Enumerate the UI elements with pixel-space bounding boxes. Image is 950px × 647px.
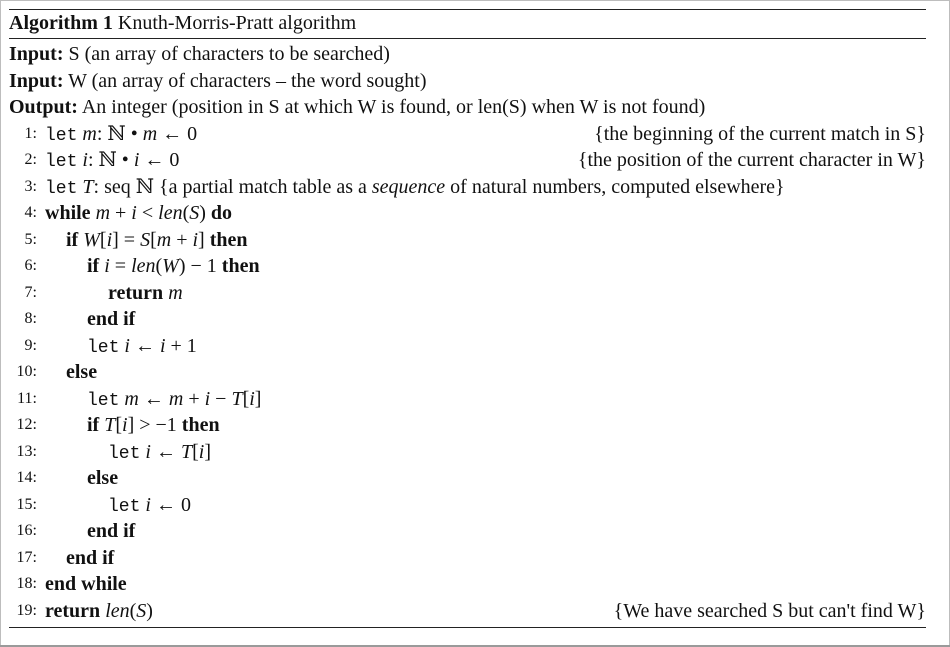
code-text: + — [110, 202, 132, 224]
math-variable: i — [131, 202, 137, 224]
line-number: 1: — [24, 124, 37, 142]
code-text: [ — [99, 228, 107, 251]
io-header — [9, 41, 926, 121]
line-number: 10: — [16, 363, 37, 380]
math-variable: i — [122, 414, 128, 436]
math-variable: T — [82, 175, 94, 198]
math-variable: m — [142, 122, 158, 145]
line-code — [45, 174, 785, 203]
code-text: ] — [204, 440, 211, 463]
line-number: 7: — [24, 283, 37, 301]
math-variable: m — [82, 122, 97, 145]
line-number: 19: — [16, 601, 37, 619]
line-code — [87, 333, 197, 362]
code-line — [9, 571, 926, 598]
code-line — [9, 492, 926, 519]
code-line — [9, 174, 926, 201]
math-variable: i — [145, 440, 151, 463]
line-code — [87, 518, 135, 545]
math-variable: i — [106, 228, 113, 251]
math-variable: i — [204, 387, 211, 410]
keyword: else — [66, 361, 98, 383]
line-code — [66, 359, 97, 386]
code-text: [ — [150, 228, 157, 251]
keyword: then — [181, 414, 220, 436]
code-line — [9, 545, 926, 572]
math-variable: i — [124, 334, 130, 357]
line-number: 18: — [16, 575, 37, 592]
code-line — [9, 200, 926, 227]
keyword: while — [45, 202, 91, 224]
let-keyword: let — [87, 337, 120, 358]
line-number: 17: — [16, 548, 37, 566]
input-line — [9, 68, 926, 95]
caption-rule — [9, 38, 926, 39]
code-line — [9, 386, 926, 413]
let-keyword: let — [45, 152, 78, 172]
bottom-rule — [9, 627, 926, 628]
keyword: end if — [87, 308, 136, 330]
math-variable: W — [162, 255, 179, 277]
code-line — [9, 598, 926, 625]
keyword: then — [209, 228, 248, 251]
code-text: ] = — [112, 228, 141, 251]
code-text: + — [171, 228, 193, 251]
math-variable: S — [189, 202, 200, 224]
keyword: return — [108, 281, 164, 304]
math-variable: T — [104, 414, 116, 436]
code-text: ] — [254, 387, 262, 410]
let-keyword: let — [45, 178, 78, 199]
line-code — [87, 306, 135, 333]
code-line — [9, 147, 926, 174]
code-text: ← 0 — [150, 493, 191, 516]
code-text: ( — [129, 599, 137, 622]
code-text: − — [210, 387, 232, 410]
code-line — [9, 121, 926, 148]
line-code — [66, 227, 248, 254]
code-lines — [9, 121, 926, 625]
math-variable: len — [105, 599, 130, 622]
line-number: 15: — [16, 495, 37, 513]
line-comment: {We have searched S but can't find W} — [613, 599, 926, 622]
code-line — [9, 333, 926, 360]
input-text: S (an array of characters to be searched) — [68, 43, 390, 65]
line-number: 14: — [16, 469, 37, 486]
line-number: 16: — [16, 522, 37, 539]
line-code — [45, 200, 232, 227]
math-variable: len — [158, 202, 183, 224]
code-line — [9, 280, 926, 307]
math-variable: i — [82, 149, 88, 171]
output-line — [9, 94, 926, 121]
line-code — [87, 465, 118, 492]
code-text: [ — [242, 387, 250, 410]
line-code — [66, 545, 114, 572]
math-variable: m — [156, 228, 172, 251]
keyword: end if — [87, 520, 136, 542]
let-keyword: let — [87, 390, 120, 411]
line-number: 9: — [24, 336, 37, 354]
code-text: < — [136, 202, 159, 224]
keyword: end if — [66, 546, 115, 569]
code-line — [9, 518, 926, 545]
input-text: W (an array of characters – the word sought) — [68, 69, 427, 92]
code-text: ← 0 — [157, 122, 198, 145]
code-text: : ℕ • — [87, 149, 134, 171]
math-variable: i — [198, 440, 205, 463]
math-variable: i — [249, 387, 255, 410]
code-line — [9, 412, 926, 439]
line-comment: {the position of the current character in W} — [577, 149, 926, 171]
line-number: 13: — [16, 442, 37, 460]
math-variable: m — [168, 387, 184, 410]
line-number: 8: — [24, 310, 37, 327]
code-text: [ — [192, 440, 199, 463]
math-variable: m — [168, 281, 183, 304]
code-text: ) − 1 — [178, 255, 222, 277]
code-text: [ — [115, 414, 123, 436]
math-variable: sequence — [371, 175, 446, 198]
code-text: ← — [150, 440, 181, 463]
code-text: ← 0 — [139, 149, 180, 171]
math-variable: m — [124, 387, 139, 410]
line-number: 11: — [17, 389, 37, 407]
code-line — [9, 227, 926, 254]
math-variable: i — [104, 255, 110, 277]
line-code — [108, 439, 211, 468]
math-variable: i — [145, 493, 151, 516]
algorithm-title: Knuth-Morris-Pratt algorithm — [117, 12, 357, 34]
algorithm-label: Algorithm 1 — [9, 12, 113, 34]
code-line — [9, 439, 926, 466]
line-code — [87, 386, 261, 415]
line-number: 3: — [24, 177, 37, 195]
line-code — [45, 598, 153, 625]
code-text: ] > −1 — [127, 414, 182, 436]
math-variable: S — [136, 599, 147, 622]
line-code — [108, 280, 183, 307]
output-text: An integer (position in S at which W is found, or len(S) when W is not found) — [81, 96, 706, 118]
code-text: of natural numbers, computed elsewhere} — [445, 175, 785, 198]
line-code — [87, 253, 260, 280]
line-code — [45, 571, 127, 598]
keyword: else — [87, 467, 119, 489]
keyword: do — [210, 202, 233, 224]
code-text: ] — [198, 228, 210, 251]
math-variable: i — [133, 149, 140, 171]
code-text: ← — [138, 387, 169, 410]
code-line — [9, 253, 926, 280]
line-number: 6: — [24, 257, 37, 274]
code-line — [9, 306, 926, 333]
code-text: = — [109, 255, 132, 277]
algorithm-box — [9, 9, 926, 628]
code-text: ← — [129, 334, 160, 357]
input-line — [9, 41, 926, 68]
code-text: ( — [155, 255, 163, 277]
keyword: end while — [45, 573, 127, 595]
line-comment: {the beginning of the current match in S} — [594, 122, 926, 145]
let-keyword: let — [108, 443, 141, 464]
line-code — [45, 147, 179, 176]
line-number: 12: — [16, 416, 37, 433]
code-text: + — [183, 387, 205, 410]
keyword: if — [66, 228, 79, 251]
math-variable: i — [159, 334, 166, 357]
code-text: : ℕ • — [96, 122, 143, 145]
keyword: return — [45, 599, 101, 622]
let-keyword: let — [108, 496, 141, 517]
code-text: ( — [182, 202, 190, 224]
math-variable: T — [231, 387, 243, 410]
line-number: 5: — [24, 230, 37, 248]
code-line — [9, 465, 926, 492]
math-variable: m — [95, 202, 111, 224]
line-code — [87, 412, 220, 439]
input-keyword: Input: — [9, 43, 64, 65]
code-text: : seq ℕ {a partial match table as a — [93, 175, 372, 198]
input-keyword: Input: — [9, 69, 64, 92]
code-text: ) — [146, 599, 153, 622]
code-text: + 1 — [165, 334, 197, 357]
line-code — [108, 492, 191, 521]
let-keyword: let — [45, 125, 78, 146]
keyword: then — [221, 255, 260, 277]
code-line — [9, 359, 926, 386]
line-code — [45, 121, 197, 150]
keyword: if — [87, 255, 100, 277]
math-variable: len — [131, 255, 156, 277]
output-keyword: Output: — [9, 96, 78, 118]
math-variable: W — [83, 228, 100, 251]
math-variable: T — [180, 440, 193, 463]
line-number: 2: — [24, 151, 37, 168]
math-variable: S — [140, 228, 151, 251]
code-text: ) — [199, 202, 211, 224]
keyword: if — [87, 414, 100, 436]
math-variable: i — [192, 228, 199, 251]
algorithm-caption — [9, 10, 926, 35]
line-number: 4: — [24, 204, 37, 221]
